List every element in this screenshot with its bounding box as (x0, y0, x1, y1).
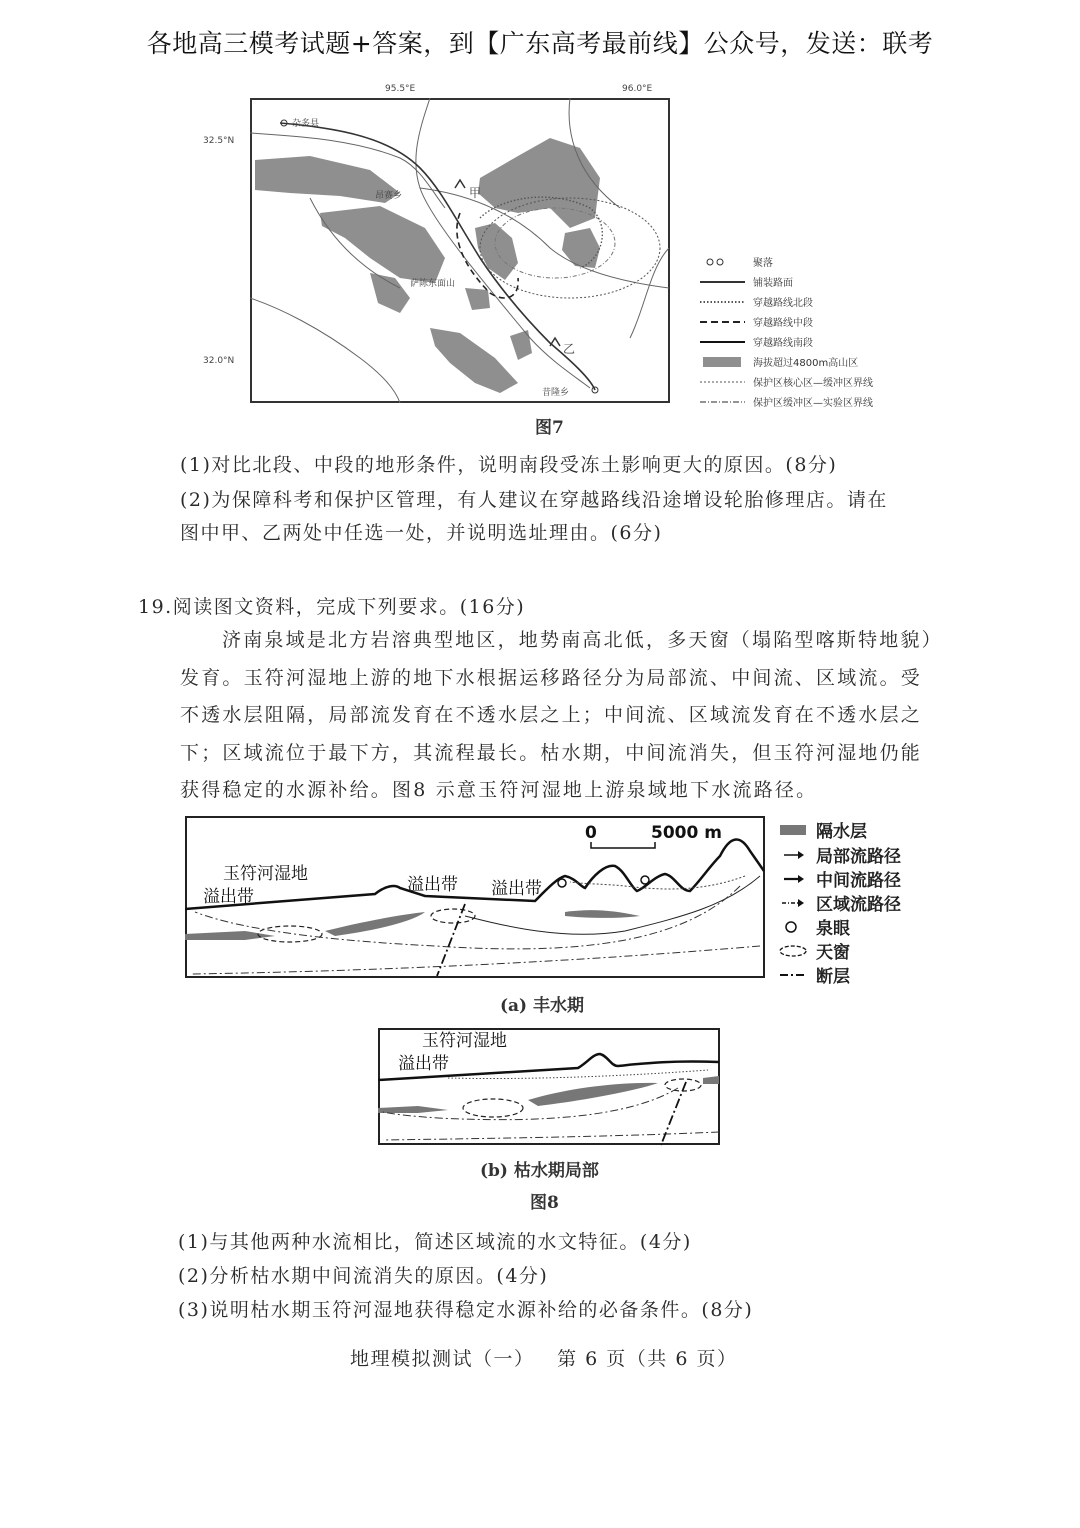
route-south-icon (700, 336, 745, 348)
highland-area-icon (700, 356, 745, 368)
para-line: 济南泉域是北方岩溶典型地区，地势南高北低，多天窗（塌陷型喀斯特地貌） (222, 629, 943, 651)
legend-row: 泉眼 (778, 914, 850, 939)
question-19-1: (1)与其他两种水流相比，简述区域流的水文特征。(4分) (178, 1231, 692, 1253)
figure-8b-caption: (b) 枯水期局部 (480, 1161, 599, 1181)
page-header: 各地高三模考试题+答案，到【广东高考最前线】公众号，发送：联考 (146, 29, 934, 58)
place-top-label: 杂多县 (292, 119, 320, 129)
settlement-icon (700, 256, 745, 268)
scale-zero: 0 (585, 823, 597, 843)
figure-8a-caption: (a) 丰水期 (500, 996, 585, 1016)
para-line: 下；区域流位于最下方，其流程最长。枯水期，中间流消失，但玉符河湿地仍能 (180, 741, 923, 764)
legend-row: 穿越路线南段 (700, 334, 813, 349)
skylight-icon (778, 944, 808, 958)
place-bottom-label: 昔隆乡 (542, 388, 570, 398)
aquiclude-icon (778, 823, 808, 837)
legend-row: 保护区缓冲区—实验区界线 (700, 394, 873, 409)
place-mid-label: 昂赛乡 (375, 191, 403, 201)
para-line: 获得稳定的水源补给。图8 示意玉符河湿地上游泉域地下水流路径。 (180, 779, 818, 801)
question-18-1: (1)对比北段、中段的地形条件，说明南段受冻土影响更大的原因。(8分) (180, 454, 838, 476)
legend-row: 隔水层 (778, 817, 867, 842)
legend-row: 聚落 (700, 254, 773, 269)
question-18-2: (2)为保障科考和保护区管理，有人建议在穿越路线沿途增设轮胎修理店。请在 (180, 489, 888, 511)
question-19-3: (3)说明枯水期玉符河湿地获得稳定水源补给的必备条件。(8分) (178, 1299, 754, 1321)
scale-length: 5000 m (651, 823, 722, 843)
para-line: 发育。玉符河湿地上游的地下水根据运移路径分为局部流、中间流、区域流。受 (180, 666, 923, 689)
core-buffer-line-icon (700, 376, 745, 388)
route-north-icon (700, 296, 745, 308)
overflow-label-2: 溢出带 (491, 879, 542, 899)
legend-row: 断层 (778, 962, 850, 987)
figure-7-caption: 图7 (535, 418, 564, 438)
overflow-label-1: 溢出带 (407, 875, 458, 895)
place-yi-label: 乙 (563, 342, 576, 356)
legend-row: 铺装路面 (700, 274, 793, 289)
legend-row: 天窗 (778, 938, 850, 963)
paved-road-icon (700, 276, 745, 288)
para-line: 不透水层阻隔，局部流发育在不透水层之上；中间流、区域流发育在不透水层之 (180, 704, 923, 726)
intermediate-flow-icon (778, 872, 808, 886)
wetland-label-a: 玉符河湿地 (223, 864, 308, 884)
lon-left-label: 95.5°E (385, 84, 416, 94)
map-figure-7 (203, 84, 670, 403)
overflow-label-a: 溢出带 (203, 887, 254, 907)
mountain-label: 萨陈东面山 (410, 279, 456, 289)
figure-8a-diagram (185, 816, 765, 980)
legend-row: 保护区核心区—缓冲区界线 (700, 374, 873, 389)
route-middle-icon (700, 316, 745, 328)
fault-icon (778, 968, 808, 982)
local-flow-icon (778, 848, 808, 862)
figure-8-caption: 图8 (530, 1193, 559, 1213)
figure-8b-diagram (378, 1028, 720, 1146)
spring-icon (778, 920, 808, 934)
overflow-label-b: 溢出带 (398, 1054, 449, 1074)
lat-bottom-label: 32.0°N (203, 356, 235, 366)
legend-row: 区域流路径 (778, 890, 901, 915)
lat-top-label: 32.5°N (203, 136, 235, 146)
terrain-map (250, 98, 670, 403)
question-18-2-cont: 图中甲、乙两处中任选一处，并说明选址理由。(6分) (180, 522, 663, 544)
page-footer: 地理模拟测试（一） 第 6 页（共 6 页） (350, 1348, 738, 1370)
place-jia-label: 甲 (469, 186, 482, 200)
buffer-exp-line-icon (700, 396, 745, 408)
question-19-2: (2)分析枯水期中间流消失的原因。(4分) (178, 1265, 549, 1287)
regional-flow-icon (778, 896, 808, 910)
legend-row: 局部流路径 (778, 842, 901, 867)
legend-row: 中间流路径 (778, 866, 901, 891)
legend-row: 海拔超过4800m高山区 (700, 354, 858, 369)
question-19-paragraph (180, 622, 980, 810)
wetland-label-b: 玉符河湿地 (422, 1031, 507, 1051)
legend-row: 穿越路线北段 (700, 294, 813, 309)
lon-right-label: 96.0°E (622, 84, 653, 94)
question-19-title: 19.阅读图文资料，完成下列要求。(16分) (138, 596, 526, 618)
legend-row: 穿越路线中段 (700, 314, 813, 329)
